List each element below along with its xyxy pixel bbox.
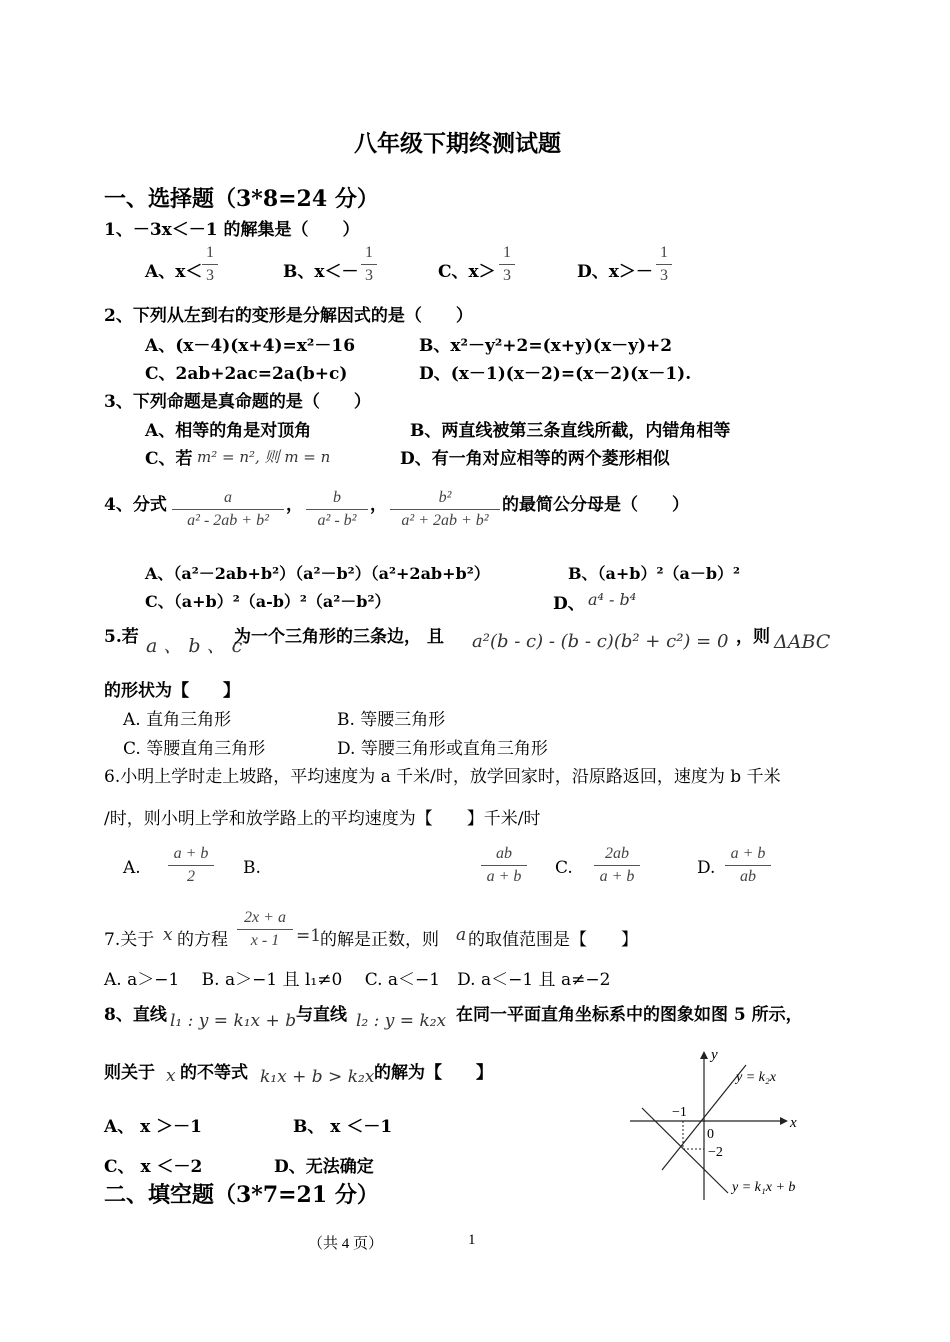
q8-option-c: C、 x ＜－2	[104, 1157, 203, 1177]
q1-option-c: C、x＞	[438, 262, 496, 282]
q1-c-fraction: $\frac{1}{3}$	[499, 244, 515, 285]
q8-stem-b: 与直线	[296, 1005, 347, 1025]
q5-line2: 的形状为【 】	[104, 681, 240, 701]
section-heading-choice: 一、选择题（3*8=24 分）	[104, 186, 379, 212]
q3-option-a: A、相等的角是对顶角	[145, 421, 312, 441]
q6-line1: 6.小明上学时走上坡路，平均速度为 a 千米/时，放学回家时，沿原路返回，速度为 b 千米	[104, 767, 781, 787]
q3-option-d: D、有一角对应相等的两个菱形相似	[400, 449, 670, 469]
q1-b-fraction: $\frac{1}{3}$	[361, 244, 377, 285]
q8-stem-c: 在同一平面直角坐标系中的图象如图 5 所示，	[456, 1005, 803, 1025]
q8-graph	[620, 1045, 820, 1205]
x-axis-label: x	[790, 1115, 797, 1131]
q8-option-b: B、 x ＜－1	[293, 1117, 393, 1137]
q1-d-fraction: $\frac{1}{3}$	[656, 244, 672, 285]
q2-option-b: B、x²－y²+2=(x+y)(x－y)+2	[419, 336, 673, 356]
section-heading-fill: 二、填空题（3*7=21 分）	[104, 1182, 379, 1208]
q4-option-b: B、（a+b）²（a－b）²	[568, 564, 741, 583]
q4-fraction-3: $\frac{\text{b²}}{\text{a² + 2ab + b²}}$	[390, 489, 500, 530]
q6-option-a-label: A.	[123, 858, 141, 878]
q4-option-d-math: a⁴ - b⁴	[588, 590, 637, 609]
line-k1x-b-label: y = k₁x + b	[732, 1180, 796, 1195]
q4-stem-tail: 的最简公分母是（ ）	[502, 495, 689, 515]
origin-label: 0	[707, 1127, 714, 1142]
q8-option-a: A、 x ＞－1	[104, 1117, 202, 1137]
footer-page-count: （共 4 页）	[308, 1236, 384, 1252]
q2-stem: 2、下列从左到右的变形是分解因式的是（ ）	[104, 306, 473, 326]
line-k2x-label: y = k₂x	[736, 1070, 776, 1085]
q4-option-d-label: D、	[553, 594, 585, 614]
q6-option-b-fraction: $\frac{ab}{a + b}$	[481, 845, 527, 886]
q3-option-c-label: C、若	[145, 449, 193, 469]
q6-line2: /时，则小明上学和放学路上的平均速度为【 】千米/时	[104, 809, 541, 829]
q4-option-c: C、（a+b）²（a-b）²（a²－b²）	[145, 592, 391, 611]
y-axis-arrow-icon	[700, 1051, 708, 1059]
q7-equals: =1	[296, 926, 322, 946]
q5-variables: a 、 b 、 c	[146, 635, 243, 657]
q5-option-c: C. 等腰直角三角形	[123, 739, 266, 759]
q1-option-b: B、x＜－	[283, 262, 359, 282]
q5-then: ，则	[736, 627, 770, 647]
q4-separator-2: ，	[370, 495, 387, 515]
x-axis-arrow-icon	[780, 1117, 788, 1125]
footer-page-number: 1	[468, 1232, 476, 1248]
page-title: 八年级下期终测试题	[354, 130, 561, 157]
q7-stem-d: 的取值范围是【 】	[468, 930, 638, 950]
q7-stem-c: 的解是正数，则	[320, 930, 439, 950]
q1-option-a: A、x＜	[145, 262, 203, 282]
q2-option-d: D、(x－1)(x－2)=(x－2)(x－1).	[419, 364, 692, 384]
q1-option-d: D、x＞－	[577, 262, 653, 282]
q7-options: A. a＞−1 B. a＞−1 且 l₁≠0 C. a＜−1 D. a＜−1 且 a≠−2	[104, 970, 611, 990]
q3-option-b: B、两直线被第三条直线所截，内错角相等	[410, 421, 731, 441]
q6-option-c-label: C.	[555, 858, 573, 878]
q7-fraction: $\frac{2x + a}{x - 1}$	[237, 909, 293, 950]
q5-stem: 5.若	[104, 627, 139, 647]
q6-option-b-label: B.	[243, 858, 261, 878]
q6-option-d-fraction: $\frac{a + b}{ab}$	[725, 845, 771, 886]
q2-option-c: C、2ab+2ac=2a(b+c)	[145, 364, 348, 384]
q2-option-a: A、(x－4)(x+4)=x²－16	[145, 336, 356, 356]
q1-a-fraction: $\frac{1}{3}$	[202, 244, 218, 285]
q8-line-l2: l₂ : y = k₂x	[356, 1011, 447, 1031]
tick-x-label: −1	[672, 1105, 687, 1120]
q1-stem: 1、－3x＜－1 的解集是（ ）	[104, 220, 360, 240]
q8-line-l1: l₁ : y = k₁x + b	[170, 1011, 297, 1031]
q6-option-a-fraction: $\frac{a + b}{2}$	[168, 845, 214, 886]
q5-triangle: ΔABC	[774, 631, 831, 653]
q6-option-d-label: D.	[697, 858, 716, 878]
q8-variable-x: x	[166, 1066, 176, 1086]
q8-line2-b: 的不等式	[180, 1063, 248, 1083]
tick-y-label: −2	[708, 1145, 723, 1160]
q4-separator-1: ，	[286, 495, 303, 515]
q7-stem-a: 7.关于	[104, 930, 155, 950]
q7-variable-x: x	[163, 925, 173, 945]
q5-stem-mid: 为一个三角形的三条边， 且	[234, 627, 444, 647]
q5-equation: a²(b - c) - (b - c)(b² + c²) = 0	[472, 631, 729, 652]
q4-fraction-2: $\frac{b}{\text{a² - b²}}$	[306, 489, 368, 530]
q5-option-a: A. 直角三角形	[123, 710, 232, 730]
y-axis-label: y	[711, 1047, 718, 1063]
q5-option-b: B. 等腰三角形	[337, 710, 446, 730]
q4-option-a: A、（a²－2ab+b²）（a²－b²）（a²+2ab+b²）	[145, 564, 490, 583]
q3-stem: 3、下列命题是真命题的是（ ）	[104, 392, 371, 412]
q8-inequality: k₁x + b > k₂x	[260, 1067, 375, 1087]
q3-option-c-math: m² = n², 则 m = n	[197, 448, 331, 466]
q8-stem-a: 8、直线	[104, 1005, 167, 1025]
q5-option-d: D. 等腰三角形或直角三角形	[337, 739, 548, 759]
q7-variable-a: a	[456, 925, 467, 945]
q4-fraction-1: $\frac{a}{\text{a² - 2ab + b²}}$	[172, 489, 284, 530]
q8-option-d: D、无法确定	[274, 1157, 374, 1177]
q8-line2-a: 则关于	[104, 1063, 155, 1083]
q6-option-c-fraction: $\frac{2ab}{a + b}$	[594, 845, 640, 886]
q8-line2-c: 的解为【 】	[374, 1063, 493, 1083]
q4-stem: 4、分式	[104, 495, 167, 515]
q7-stem-b: 的方程	[177, 930, 228, 950]
